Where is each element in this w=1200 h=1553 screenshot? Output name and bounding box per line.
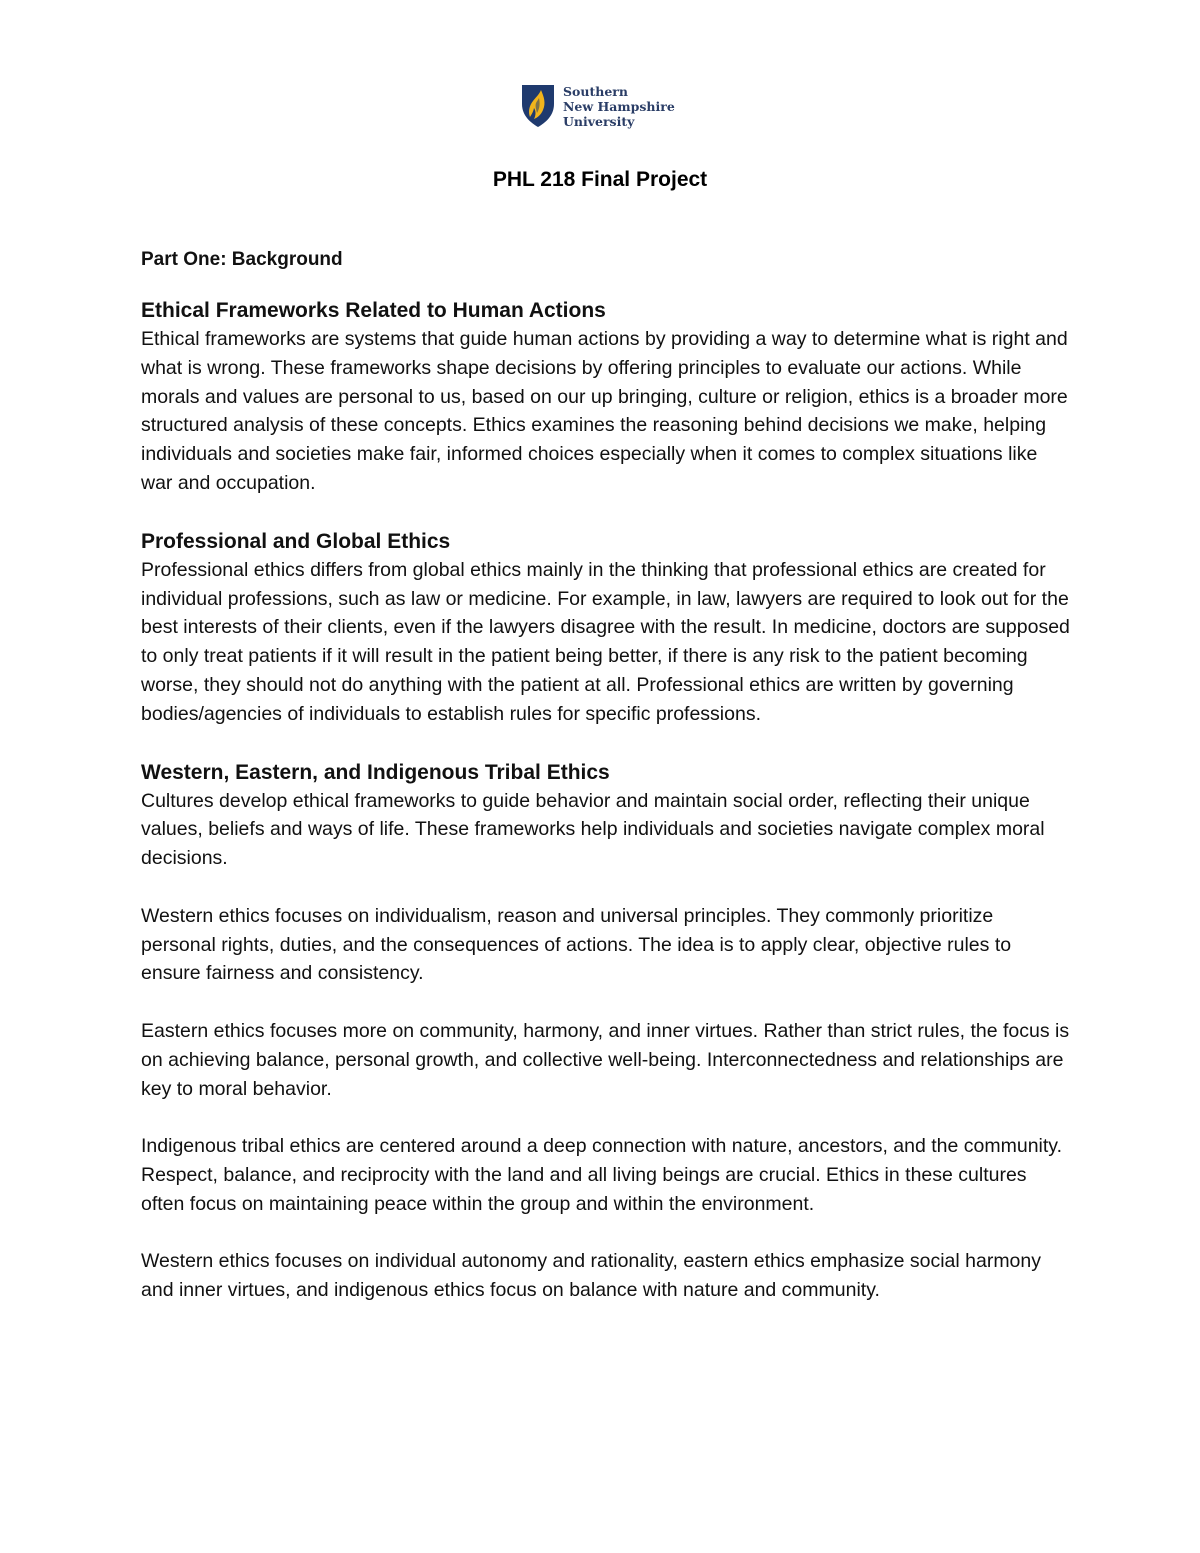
paragraph: Ethical frameworks are systems that guide human actions by providing a way to determine what is right and what is wrong. These frameworks shape decisions by offering principles to evaluate our actions. While morals and values are personal to us, based on our up bringing, culture or religion, ethics is a broader more structured analysis of these concepts. Ethics examines the reasoning behind decisions we make, helping individuals and societies make fair, informed choices especially when it comes to complex situations like war and occupation.	[141, 328, 1068, 494]
logo-line-3: University	[563, 114, 635, 129]
paragraph: Indigenous tribal ethics are centered around a deep connection with nature, ancestors, and the community. Respect, balance, and reciprocity with the land and all living beings are crucial. Ethics in these cultures often focus on maintaining peace within the group and within the environment.	[141, 1135, 1063, 1215]
shield-flame-icon	[521, 84, 555, 128]
document-body	[141, 246, 1071, 1334]
document-title: PHL 218 Final Project	[492, 168, 708, 191]
section-heading: Professional and Global Ethics	[141, 529, 451, 553]
paragraph: Western ethics focuses on individual autonomy and rationality, eastern ethics emphasize social harmony and inner virtues, and indigenous ethics focus on balance with nature and community.	[141, 1250, 1041, 1302]
paragraph: Cultures develop ethical frameworks to guide behavior and maintain social order, reflecting their unique values, beliefs and ways of life. These frameworks help individuals and societies navigate complex moral decisions.	[141, 789, 1045, 870]
part-title: Part One: Background	[141, 249, 343, 270]
university-logo	[521, 84, 691, 132]
logo-line-1: Southern	[563, 84, 628, 99]
logo-wordmark	[563, 84, 675, 129]
section-professional-global-ethics	[141, 527, 1071, 729]
paragraph: Western ethics focuses on individualism, reason and universal principles. They commonly prioritize personal rights, duties, and the consequences of actions. The idea is to apply clear, objective rules to ensure fairness and consistency.	[141, 904, 1012, 985]
logo-line-2: New Hampshire	[563, 99, 675, 114]
paragraph: Professional ethics differs from global ethics mainly in the thinking that professional ethics are created for individual professions, such as law or medicine. For example, in law, lawyers are required to look out for the best interests of their clients, even if the lawyers disagree with the result. In medicine, doctors are supposed to only treat patients if it will result in the patient being better, if there is any risk to the patient becoming worse, they should not do anything with the patient at all. Professional ethics are written by governing bodies/agencies of individuals to establish rules for specific professions.	[141, 558, 1070, 725]
paragraph: Eastern ethics focuses more on community, harmony, and inner virtues. Rather than strict rules, the focus is on achieving balance, personal growth, and collective well-being. Interconnectedness and relationships are key to moral behavior.	[141, 1019, 1070, 1100]
section-western-eastern-indigenous-ethics	[141, 758, 1071, 1305]
section-ethical-frameworks	[141, 296, 1071, 498]
section-heading: Ethical Frameworks Related to Human Actions	[141, 299, 606, 322]
section-heading: Western, Eastern, and Indigenous Tribal Ethics	[141, 760, 610, 784]
